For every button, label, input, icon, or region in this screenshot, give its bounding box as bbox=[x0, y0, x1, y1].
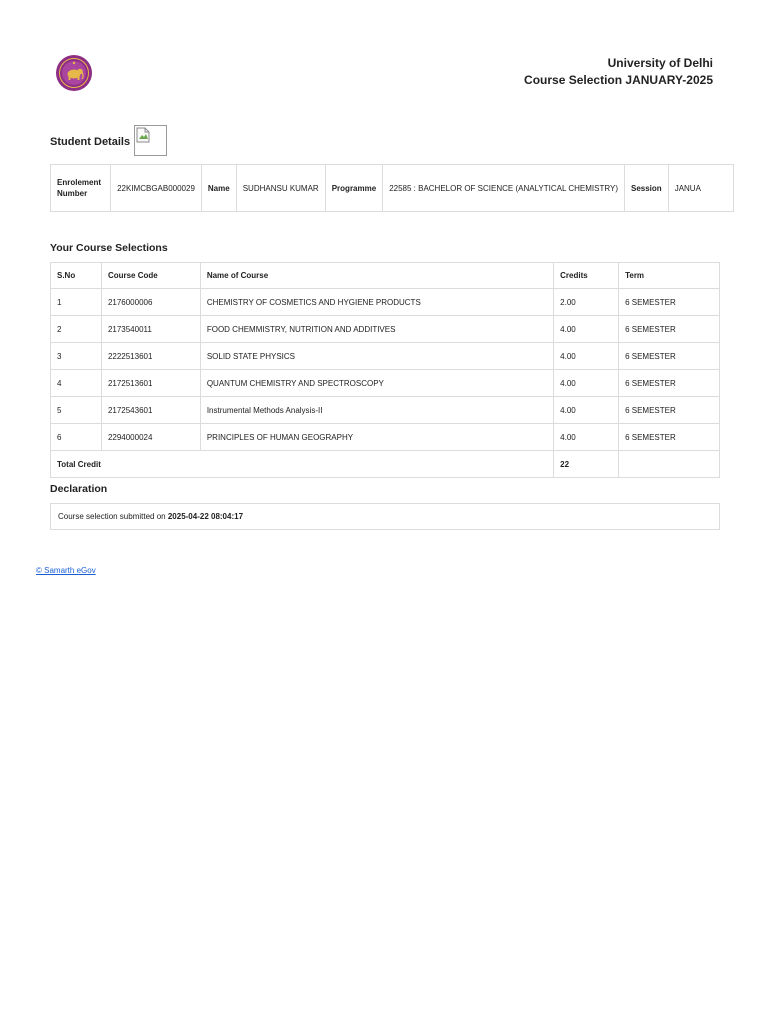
student-details-header bbox=[50, 125, 167, 156]
student-details-table-wrapper bbox=[50, 164, 734, 212]
serial-number: 4 bbox=[51, 370, 102, 397]
credits: 4.00 bbox=[554, 397, 619, 424]
broken-image-icon bbox=[136, 127, 150, 143]
declaration-text: Course selection submitted on bbox=[58, 512, 168, 521]
serial-number: 5 bbox=[51, 397, 102, 424]
page-subtitle: Course Selection JANUARY-2025 bbox=[524, 73, 713, 87]
course-name: QUANTUM CHEMISTRY AND SPECTROSCOPY bbox=[200, 370, 553, 397]
page-header bbox=[524, 55, 713, 89]
term: 6 SEMESTER bbox=[619, 370, 720, 397]
table-row bbox=[51, 397, 720, 424]
term: 6 SEMESTER bbox=[619, 289, 720, 316]
table-row bbox=[51, 424, 720, 451]
student-details-table bbox=[50, 164, 734, 212]
declaration-box bbox=[50, 503, 720, 530]
total-credit-label: Total Credit bbox=[51, 451, 554, 478]
column-header: S.No bbox=[51, 263, 102, 289]
name-label: Name bbox=[201, 165, 236, 212]
column-header: Credits bbox=[554, 263, 619, 289]
term: 6 SEMESTER bbox=[619, 316, 720, 343]
term: 6 SEMESTER bbox=[619, 424, 720, 451]
declaration-title: Declaration bbox=[50, 483, 108, 495]
term: 6 SEMESTER bbox=[619, 397, 720, 424]
name-value: SUDHANSU KUMAR bbox=[236, 165, 325, 212]
total-credit-row bbox=[51, 451, 720, 478]
course-code: 2176000006 bbox=[101, 289, 200, 316]
credits: 4.00 bbox=[554, 370, 619, 397]
university-name: University of Delhi bbox=[607, 56, 713, 70]
table-row bbox=[51, 370, 720, 397]
course-code: 2294000024 bbox=[101, 424, 200, 451]
course-name: PRINCIPLES OF HUMAN GEOGRAPHY bbox=[200, 424, 553, 451]
course-code: 2172543601 bbox=[101, 397, 200, 424]
credits: 4.00 bbox=[554, 424, 619, 451]
course-table-header bbox=[51, 263, 720, 289]
course-table bbox=[50, 262, 720, 478]
column-header: Term bbox=[619, 263, 720, 289]
credits: 4.00 bbox=[554, 316, 619, 343]
total-credit-value: 22 bbox=[554, 451, 619, 478]
submission-timestamp: 2025-04-22 08:04:17 bbox=[167, 512, 244, 521]
course-selections-title: Your Course Selections bbox=[50, 242, 168, 254]
course-name: SOLID STATE PHYSICS bbox=[200, 343, 553, 370]
student-photo bbox=[134, 125, 167, 156]
enrolment-value: 22KIMCBGAB000029 bbox=[111, 165, 202, 212]
serial-number: 3 bbox=[51, 343, 102, 370]
course-code: 2222513601 bbox=[101, 343, 200, 370]
table-row bbox=[51, 316, 720, 343]
course-code: 2173540011 bbox=[101, 316, 200, 343]
term: 6 SEMESTER bbox=[619, 343, 720, 370]
table-row bbox=[51, 289, 720, 316]
enrolment-label: Enrolement Number bbox=[51, 165, 111, 212]
university-logo bbox=[55, 54, 93, 92]
serial-number: 6 bbox=[51, 424, 102, 451]
programme-value: 22585 : BACHELOR OF SCIENCE (ANALYTICAL CHEMISTRY) bbox=[383, 165, 625, 212]
session-label: Session bbox=[625, 165, 669, 212]
empty-cell bbox=[619, 451, 720, 478]
credits: 2.00 bbox=[554, 289, 619, 316]
course-name: FOOD CHEMMISTRY, NUTRITION AND ADDITIVES bbox=[200, 316, 553, 343]
samarth-egov-link[interactable]: © Samarth eGov bbox=[36, 566, 96, 575]
student-details-title: Student Details bbox=[50, 135, 131, 148]
table-row bbox=[51, 343, 720, 370]
serial-number: 1 bbox=[51, 289, 102, 316]
course-name: Instrumental Methods Analysis-II bbox=[200, 397, 553, 424]
column-header: Name of Course bbox=[200, 263, 553, 289]
serial-number: 2 bbox=[51, 316, 102, 343]
programme-label: Programme bbox=[325, 165, 382, 212]
course-name: CHEMISTRY OF COSMETICS AND HYGIENE PRODUCTS bbox=[200, 289, 553, 316]
column-header: Course Code bbox=[101, 263, 200, 289]
session-value: JANUA bbox=[668, 165, 733, 212]
credits: 4.00 bbox=[554, 343, 619, 370]
course-code: 2172513601 bbox=[101, 370, 200, 397]
